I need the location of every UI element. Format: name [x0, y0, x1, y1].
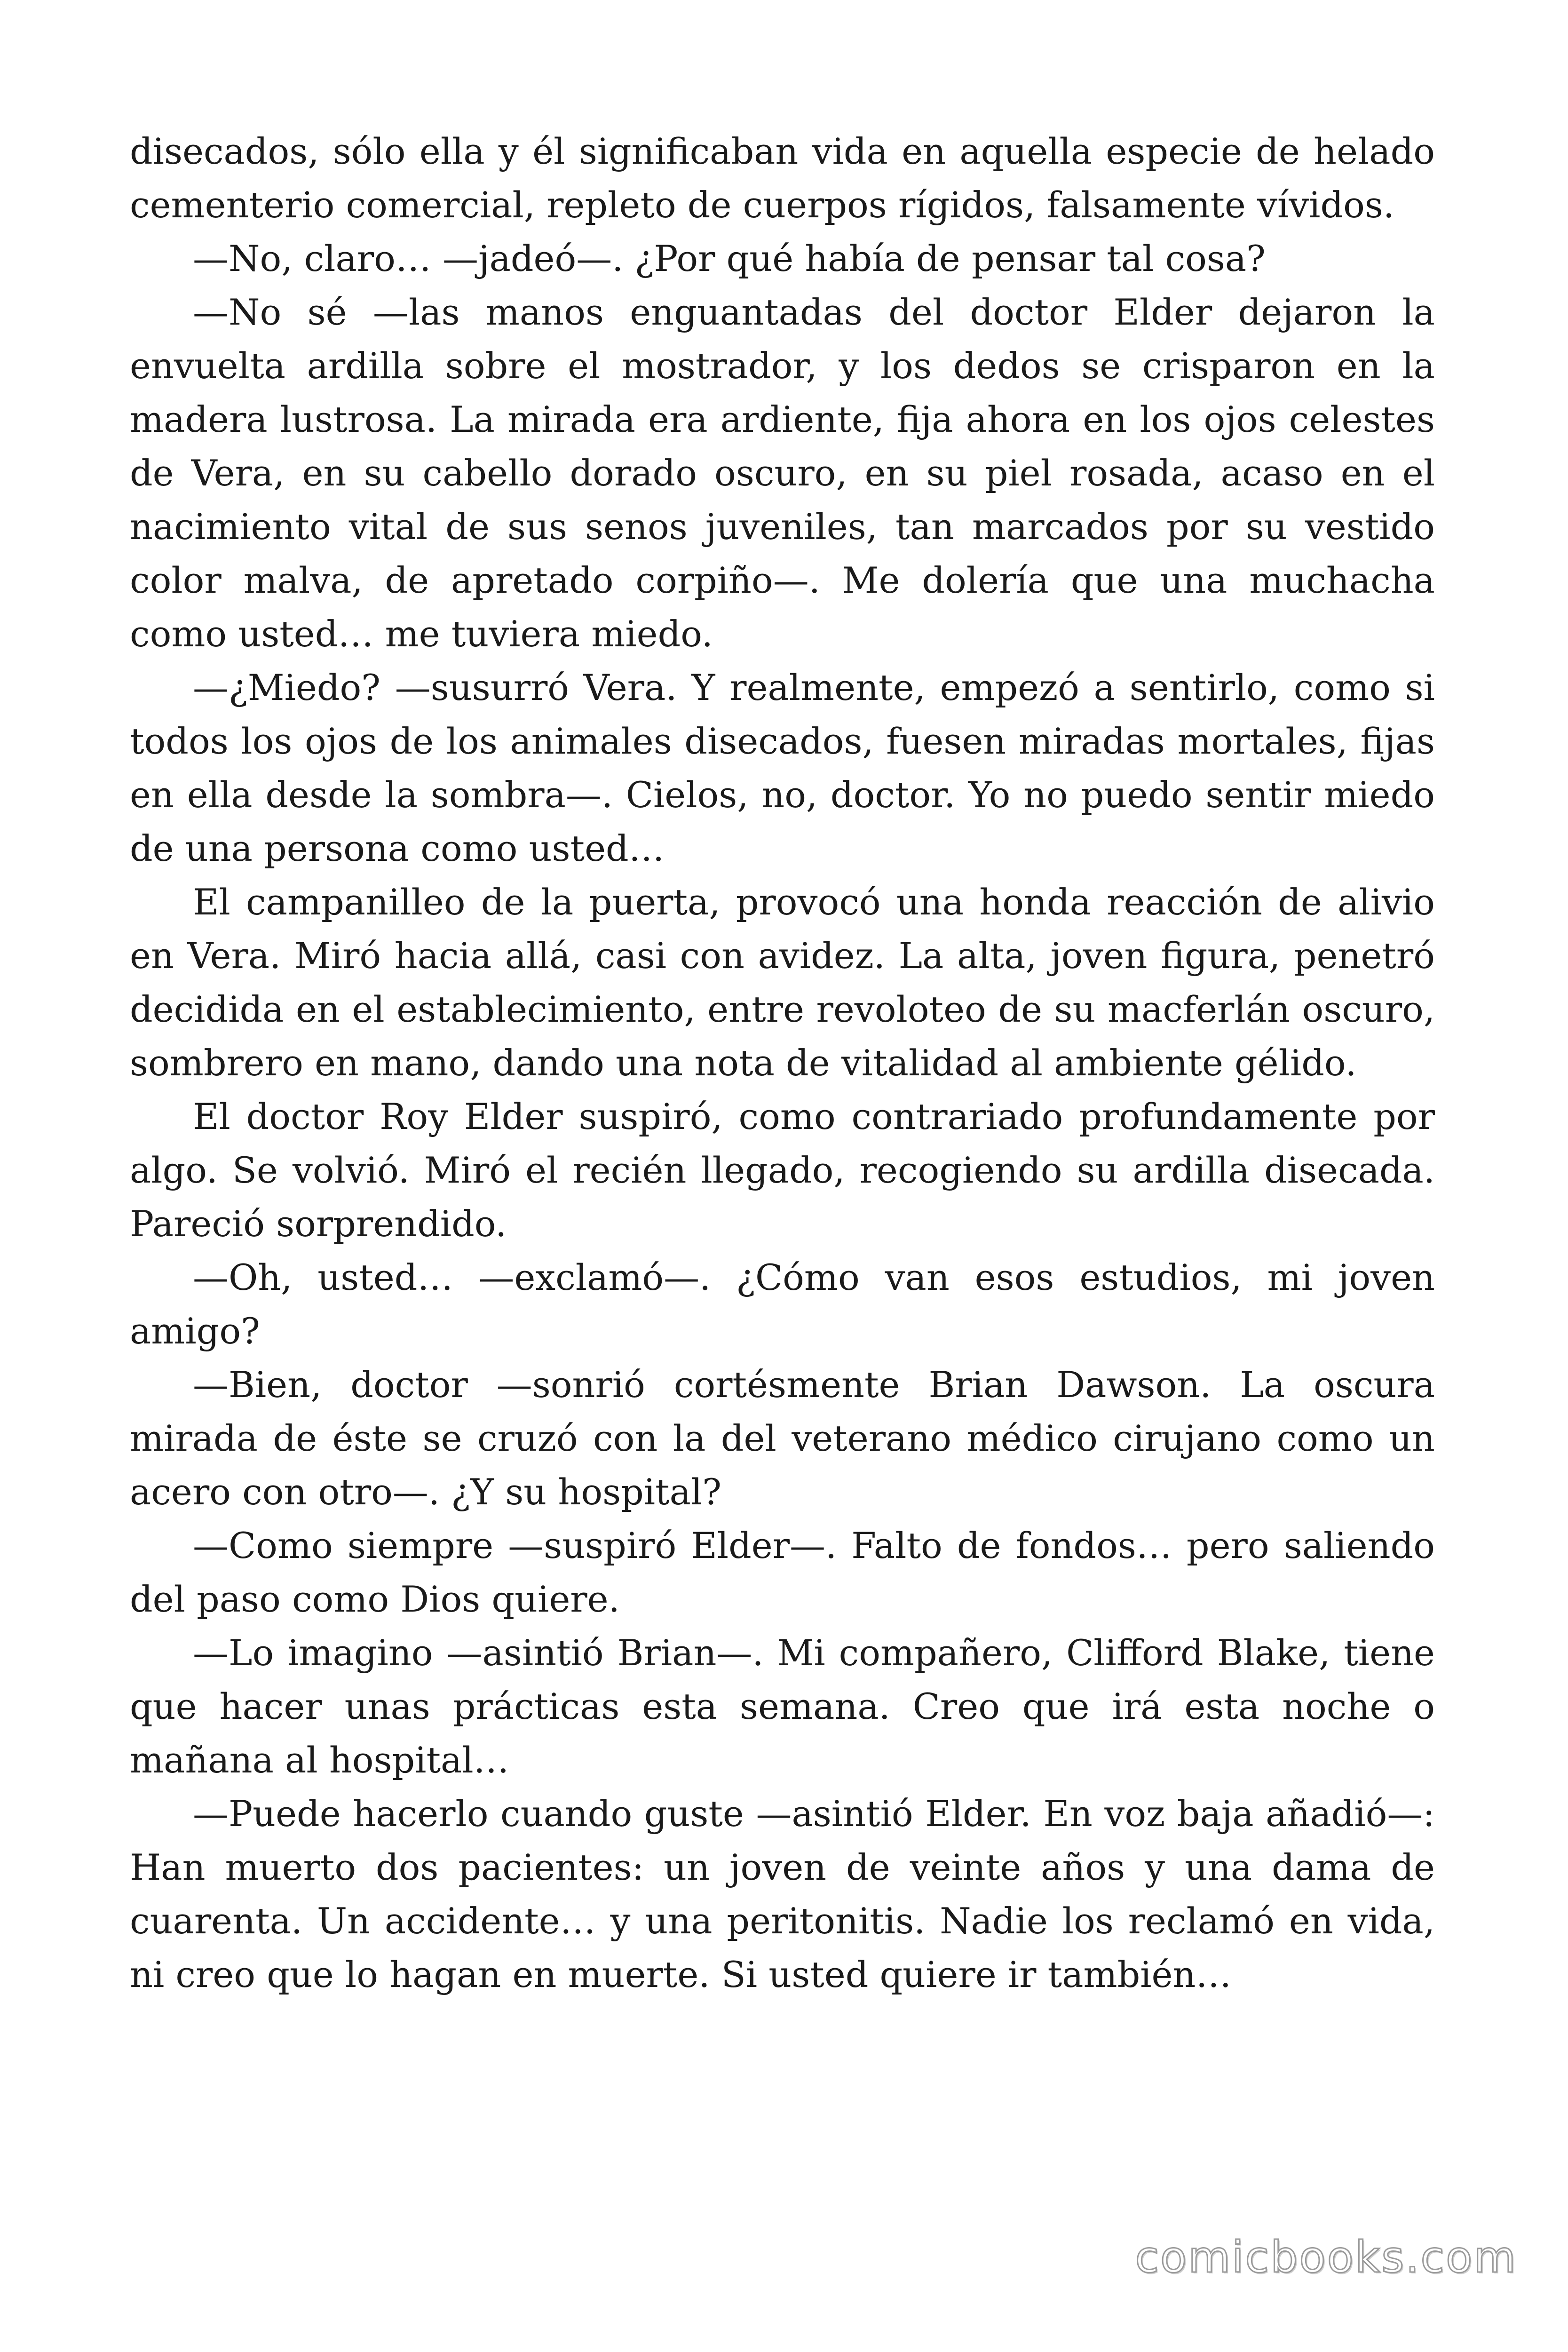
paragraph-6: El doctor Roy Elder suspiró, como contrariado profundamente por algo. Se volvió. Miró el recién llegado, recogiendo su ardilla disecada. Pareció sorprendido. [130, 1096, 1435, 1245]
paragraph-4: —¿Miedo? —susurró Vera. Y realmente, empezó a sentirlo, como si todos los ojos de los animales disecados, fuesen miradas mortales, fijas en ella desde la sombra—. Cielos, no, doctor. Yo no puedo sentir miedo de una persona como usted… [130, 667, 1435, 869]
paragraph-1: disecados, sólo ella y él significaban vida en aquella especie de helado cementerio comercial, repleto de cuerpos rígidos, falsamente vívidos. [130, 130, 1435, 226]
book-page [130, 125, 1435, 2002]
paragraph-7: —Oh, usted… —exclamó—. ¿Cómo van esos estudios, mi joven amigo? [130, 1256, 1435, 1352]
paragraph-3: —No sé —las manos enguantadas del doctor Elder dejaron la envuelta ardilla sobre el mostrador, y los dedos se crisparon en la madera lustrosa. La mirada era ardiente, fija ahora en los ojos celestes de Vera, en su cabello dorado oscuro, en su piel rosada, acaso en el nacimiento vital de sus senos juveniles, tan marcados por su vestido color malva, de apretado corpiño—. Me dolería que una muchacha como usted… me tuviera miedo. [130, 291, 1435, 655]
paragraph-8: —Bien, doctor —sonrió cortésmente Brian Dawson. La oscura mirada de éste se cruzó con la del veterano médico cirujano como un acero con otro—. ¿Y su hospital? [130, 1364, 1435, 1513]
paragraph-9: —Como siempre —suspiró Elder—. Falto de fondos… pero saliendo del paso como Dios quiere. [130, 1525, 1435, 1620]
paragraph-5: El campanilleo de la puerta, provocó una honda reacción de alivio en Vera. Miró hacia allá, casi con avidez. La alta, joven figura, penetró decidida en el establecimiento, entre revoloteo de su macferlán oscuro, sombrero en mano, dando una nota de vitalidad al ambiente gélido. [130, 881, 1435, 1084]
paragraph-2: —No, claro… —jadeó—. ¿Por qué había de pensar tal cosa? [193, 238, 1266, 279]
watermark: comicbooks.com [1135, 2232, 1517, 2282]
paragraph-10: —Lo imagino —asintió Brian—. Mi compañero, Clifford Blake, tiene que hacer unas prácticas esta semana. Creo que irá esta noche o mañana al hospital… [130, 1632, 1435, 1781]
paragraph-11: —Puede hacerlo cuando guste —asintió Elder. En voz baja añadió—: Han muerto dos pacientes: un joven de veinte años y una dama de cuarenta. Un accidente… y una peritonitis. Nadie los reclamó en vida, ni creo que lo hagan en muerte. Si usted quiere ir también… [130, 1793, 1435, 1995]
